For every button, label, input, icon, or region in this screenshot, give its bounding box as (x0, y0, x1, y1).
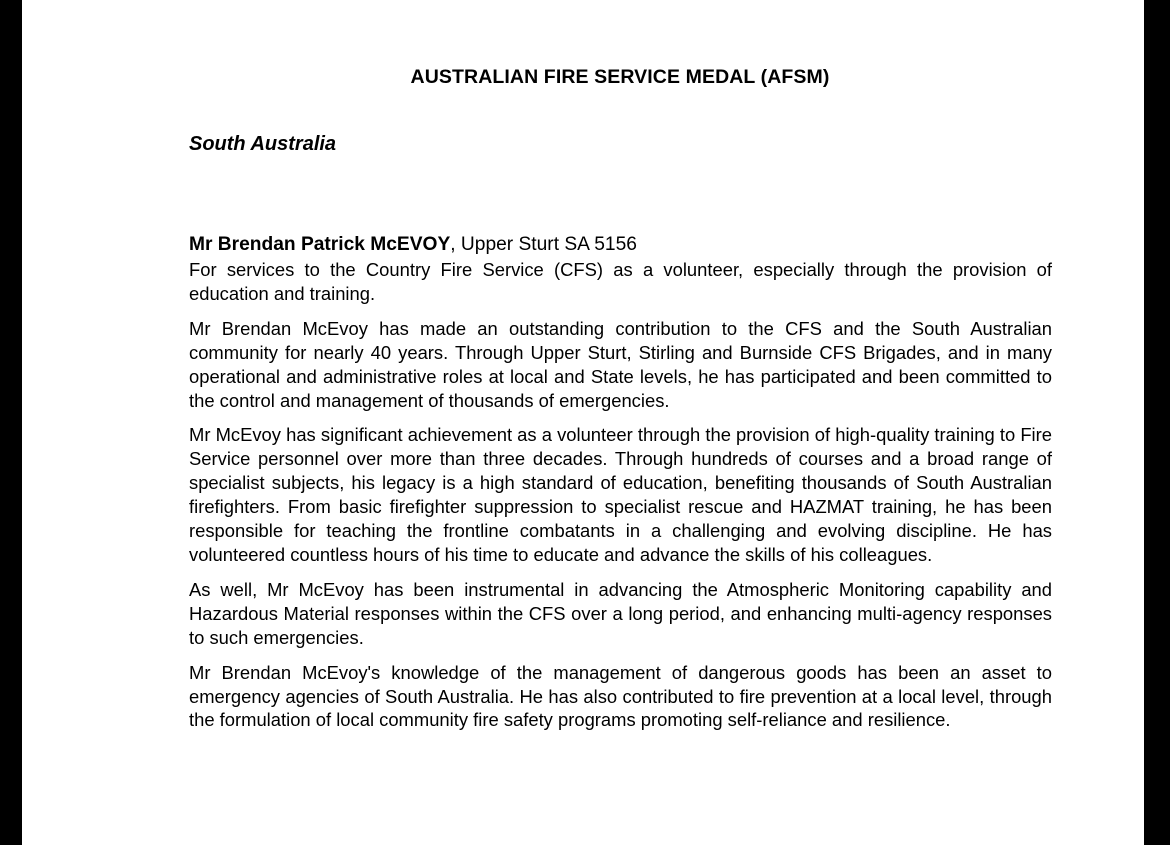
recipient-location: , Upper Sturt SA 5156 (450, 234, 637, 255)
body-paragraph-4: Mr Brendan McEvoy's knowledge of the management of dangerous goods has been an asset to emergency agencies of South Australia. He has also contributed to fire prevention at a local level, through the formulation of local community fire safety programs promoting self-reliance and resilience. (189, 661, 1052, 731)
document-page (22, 0, 1144, 845)
recipient-line (189, 232, 1052, 258)
body-paragraph-3: As well, Mr McEvoy has been instrumental in advancing the Atmospheric Monitoring capability and Hazardous Material responses within the CFS over a long period, and enhancing multi-agency responses to such emergencies. (189, 578, 1052, 648)
body-paragraph-1: Mr Brendan McEvoy has made an outstanding contribution to the CFS and the South Australian community for nearly 40 years. Through Upper Sturt, Stirling and Burnside CFS Brigades, and in many operational and administrative roles at local and State levels, he has participated and been committed to the control and management of thousands of emergencies. (189, 317, 1052, 411)
document-title: AUSTRALIAN FIRE SERVICE MEDAL (AFSM) (410, 66, 830, 88)
award-entry (189, 232, 1052, 743)
region-heading: South Australia (189, 133, 337, 155)
citation-text: For services to the Country Fire Service (CFS) as a volunteer, especially through the provision of education and training. (189, 259, 1052, 304)
body-paragraph-2: Mr McEvoy has significant achievement as a volunteer through the provision of high-quality training to Fire Service personnel over more than three decades. Through hundreds of courses and a broad range of specialist subjects, his legacy is a high standard of education, benefiting thousands of South Australian firefighters. From basic firefighter suppression to specialist rescue and HAZMAT training, he has been responsible for teaching the frontline combatants in a challenging and evolving discipline. He has volunteered countless hours of his time to educate and advance the skills of his colleagues. (189, 424, 1052, 565)
recipient-name: Mr Brendan Patrick McEVOY (189, 234, 451, 255)
